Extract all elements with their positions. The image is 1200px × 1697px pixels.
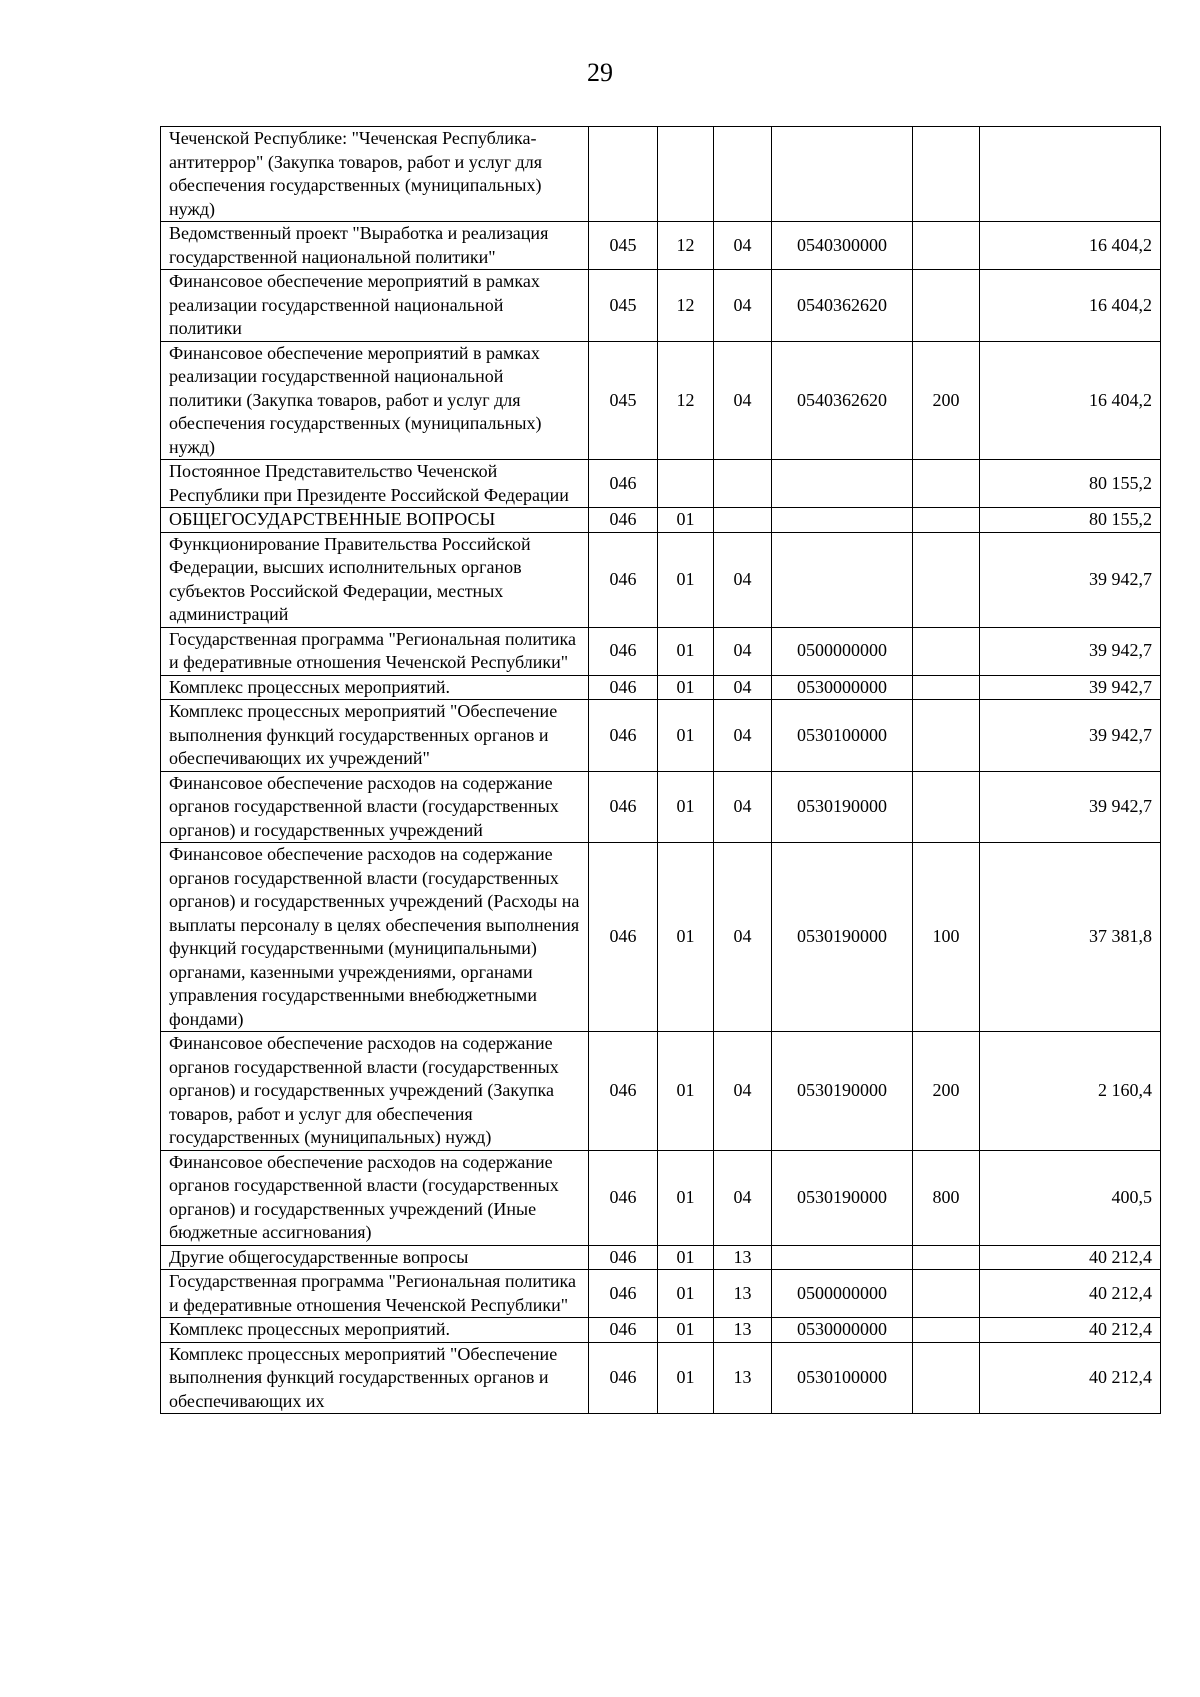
section-code-cell: 12: [658, 222, 714, 270]
subsection-code-cell: 04: [714, 771, 772, 843]
expense-type-code-cell: [913, 532, 980, 627]
section-code-cell: 01: [658, 1245, 714, 1270]
section-code-cell: 01: [658, 1032, 714, 1151]
expense-type-code-cell: 200: [913, 341, 980, 460]
item-name-cell: Финансовое обеспечение мероприятий в рамках реализации государственной национальной политики: [161, 270, 589, 342]
amount-cell: 40 212,4: [980, 1270, 1161, 1318]
ministry-code-cell: 046: [589, 1270, 658, 1318]
ministry-code-cell: 046: [589, 1245, 658, 1270]
target-article-code-cell: 0530190000: [772, 771, 913, 843]
item-name-cell: Финансовое обеспечение расходов на содержание органов государственной власти (государственных органов) и государственных учреждений (Закупка товаров, работ и услуг для обеспечения государственных (муниципальных) нужд): [161, 1032, 589, 1151]
budget-table: [160, 126, 1161, 1414]
amount-cell: 80 155,2: [980, 460, 1161, 508]
section-code-cell: 01: [658, 1342, 714, 1414]
section-code-cell: 01: [658, 508, 714, 533]
target-article-code-cell: [772, 460, 913, 508]
ministry-code-cell: 046: [589, 1318, 658, 1343]
amount-cell: 40 212,4: [980, 1342, 1161, 1414]
subsection-code-cell: 13: [714, 1318, 772, 1343]
expense-type-code-cell: [913, 508, 980, 533]
amount-cell: 16 404,2: [980, 341, 1161, 460]
subsection-code-cell: 04: [714, 627, 772, 675]
section-code-cell: 01: [658, 1150, 714, 1245]
target-article-code-cell: 0530100000: [772, 1342, 913, 1414]
table-row: [161, 675, 1161, 700]
item-name-cell: Чеченской Республике: "Чеченская Республика-антитеррор" (Закупка товаров, работ и услуг для обеспечения государственных (муниципальных) нужд): [161, 127, 589, 222]
page-number: 29: [587, 58, 613, 87]
ministry-code-cell: 045: [589, 222, 658, 270]
target-article-code-cell: 0500000000: [772, 1270, 913, 1318]
expense-type-code-cell: 800: [913, 1150, 980, 1245]
target-article-code-cell: 0530000000: [772, 1318, 913, 1343]
section-code-cell: 01: [658, 771, 714, 843]
expense-type-code-cell: [913, 1318, 980, 1343]
ministry-code-cell: 046: [589, 532, 658, 627]
table-row: [161, 270, 1161, 342]
item-name-cell: Комплекс процессных мероприятий "Обеспечение выполнения функций государственных органов и обеспечивающих их учреждений": [161, 700, 589, 772]
subsection-code-cell: 04: [714, 675, 772, 700]
table-row: [161, 1318, 1161, 1343]
subsection-code-cell: 04: [714, 1150, 772, 1245]
section-code-cell: 01: [658, 532, 714, 627]
section-code-cell: 01: [658, 700, 714, 772]
amount-cell: 39 942,7: [980, 675, 1161, 700]
subsection-code-cell: [714, 460, 772, 508]
section-code-cell: 01: [658, 1270, 714, 1318]
subsection-code-cell: 04: [714, 1032, 772, 1151]
amount-cell: 16 404,2: [980, 222, 1161, 270]
ministry-code-cell: 046: [589, 771, 658, 843]
ministry-code-cell: 046: [589, 843, 658, 1032]
subsection-code-cell: 04: [714, 532, 772, 627]
ministry-code-cell: 045: [589, 270, 658, 342]
subsection-code-cell: 04: [714, 700, 772, 772]
table-row: [161, 1245, 1161, 1270]
section-code-cell: 01: [658, 627, 714, 675]
table-body: [161, 127, 1161, 1414]
item-name-cell: Финансовое обеспечение расходов на содержание органов государственной власти (государственных органов) и государственных учреждений: [161, 771, 589, 843]
amount-cell: 16 404,2: [980, 270, 1161, 342]
section-code-cell: 12: [658, 341, 714, 460]
item-name-cell: Комплекс процессных мероприятий "Обеспечение выполнения функций государственных органов и обеспечивающих их: [161, 1342, 589, 1414]
amount-cell: 80 155,2: [980, 508, 1161, 533]
table-row: [161, 1342, 1161, 1414]
item-name-cell: Финансовое обеспечение расходов на содержание органов государственной власти (государственных органов) и государственных учреждений (Иные бюджетные ассигнования): [161, 1150, 589, 1245]
item-name-cell: Ведомственный проект "Выработка и реализация государственной национальной политики": [161, 222, 589, 270]
amount-cell: 39 942,7: [980, 627, 1161, 675]
subsection-code-cell: 04: [714, 222, 772, 270]
ministry-code-cell: 046: [589, 508, 658, 533]
ministry-code-cell: 046: [589, 1032, 658, 1151]
item-name-cell: Комплекс процессных мероприятий.: [161, 675, 589, 700]
subsection-code-cell: 13: [714, 1270, 772, 1318]
target-article-code-cell: 0540362620: [772, 341, 913, 460]
target-article-code-cell: [772, 127, 913, 222]
ministry-code-cell: 046: [589, 675, 658, 700]
ministry-code-cell: 046: [589, 1342, 658, 1414]
subsection-code-cell: 04: [714, 270, 772, 342]
subsection-code-cell: [714, 127, 772, 222]
expense-type-code-cell: [913, 700, 980, 772]
table-row: [161, 843, 1161, 1032]
expense-type-code-cell: [913, 1245, 980, 1270]
item-name-cell: Комплекс процессных мероприятий.: [161, 1318, 589, 1343]
amount-cell: 40 212,4: [980, 1245, 1161, 1270]
table-row: [161, 1032, 1161, 1151]
section-code-cell: 01: [658, 843, 714, 1032]
item-name-cell: ОБЩЕГОСУДАРСТВЕННЫЕ ВОПРОСЫ: [161, 508, 589, 533]
ministry-code-cell: 046: [589, 460, 658, 508]
amount-cell: 40 212,4: [980, 1318, 1161, 1343]
section-code-cell: 01: [658, 1318, 714, 1343]
table-row: [161, 627, 1161, 675]
target-article-code-cell: [772, 1245, 913, 1270]
subsection-code-cell: 13: [714, 1342, 772, 1414]
expense-type-code-cell: [913, 627, 980, 675]
expense-type-code-cell: [913, 1270, 980, 1318]
target-article-code-cell: 0530100000: [772, 700, 913, 772]
expense-type-code-cell: 200: [913, 1032, 980, 1151]
expense-type-code-cell: [913, 1342, 980, 1414]
item-name-cell: Постоянное Представительство Чеченской Республики при Президенте Российской Федерации: [161, 460, 589, 508]
target-article-code-cell: 0530000000: [772, 675, 913, 700]
table-row: [161, 341, 1161, 460]
expense-type-code-cell: [913, 675, 980, 700]
table-row: [161, 222, 1161, 270]
table-row: [161, 700, 1161, 772]
expense-type-code-cell: [913, 270, 980, 342]
target-article-code-cell: 0540362620: [772, 270, 913, 342]
item-name-cell: Финансовое обеспечение расходов на содержание органов государственной власти (государственных органов) и государственных учреждений (Расходы на выплаты персоналу в целях обеспечения выполнения функций государственными (муниципальными) органами, казенными учреждениями, органами управления государственными внебюджетными фондами): [161, 843, 589, 1032]
ministry-code-cell: 046: [589, 627, 658, 675]
item-name-cell: Финансовое обеспечение мероприятий в рамках реализации государственной национальной политики (Закупка товаров, работ и услуг для обеспечения государственных (муниципальных) нужд): [161, 341, 589, 460]
ministry-code-cell: [589, 127, 658, 222]
subsection-code-cell: 04: [714, 843, 772, 1032]
ministry-code-cell: 045: [589, 341, 658, 460]
table-row: [161, 127, 1161, 222]
target-article-code-cell: 0500000000: [772, 627, 913, 675]
subsection-code-cell: 04: [714, 341, 772, 460]
table-row: [161, 532, 1161, 627]
item-name-cell: Государственная программа "Региональная политика и федеративные отношения Чеченской Республики": [161, 627, 589, 675]
item-name-cell: Другие общегосударственные вопросы: [161, 1245, 589, 1270]
expense-type-code-cell: 100: [913, 843, 980, 1032]
section-code-cell: [658, 460, 714, 508]
item-name-cell: Государственная программа "Региональная политика и федеративные отношения Чеченской Республики": [161, 1270, 589, 1318]
table-row: [161, 1270, 1161, 1318]
expense-type-code-cell: [913, 222, 980, 270]
amount-cell: [980, 127, 1161, 222]
subsection-code-cell: 13: [714, 1245, 772, 1270]
table-row: [161, 1150, 1161, 1245]
subsection-code-cell: [714, 508, 772, 533]
amount-cell: 39 942,7: [980, 700, 1161, 772]
section-code-cell: [658, 127, 714, 222]
expense-type-code-cell: [913, 771, 980, 843]
item-name-cell: Функционирование Правительства Российской Федерации, высших исполнительных органов субъектов Российской Федерации, местных администраций: [161, 532, 589, 627]
ministry-code-cell: 046: [589, 1150, 658, 1245]
target-article-code-cell: 0530190000: [772, 1150, 913, 1245]
amount-cell: 37 381,8: [980, 843, 1161, 1032]
target-article-code-cell: [772, 532, 913, 627]
amount-cell: 39 942,7: [980, 771, 1161, 843]
amount-cell: 2 160,4: [980, 1032, 1161, 1151]
target-article-code-cell: 0540300000: [772, 222, 913, 270]
target-article-code-cell: [772, 508, 913, 533]
ministry-code-cell: 046: [589, 700, 658, 772]
amount-cell: 400,5: [980, 1150, 1161, 1245]
section-code-cell: 12: [658, 270, 714, 342]
expense-type-code-cell: [913, 127, 980, 222]
section-code-cell: 01: [658, 675, 714, 700]
table-row: [161, 460, 1161, 508]
table-row: [161, 771, 1161, 843]
amount-cell: 39 942,7: [980, 532, 1161, 627]
target-article-code-cell: 0530190000: [772, 1032, 913, 1151]
table-row: [161, 508, 1161, 533]
target-article-code-cell: 0530190000: [772, 843, 913, 1032]
expense-type-code-cell: [913, 460, 980, 508]
